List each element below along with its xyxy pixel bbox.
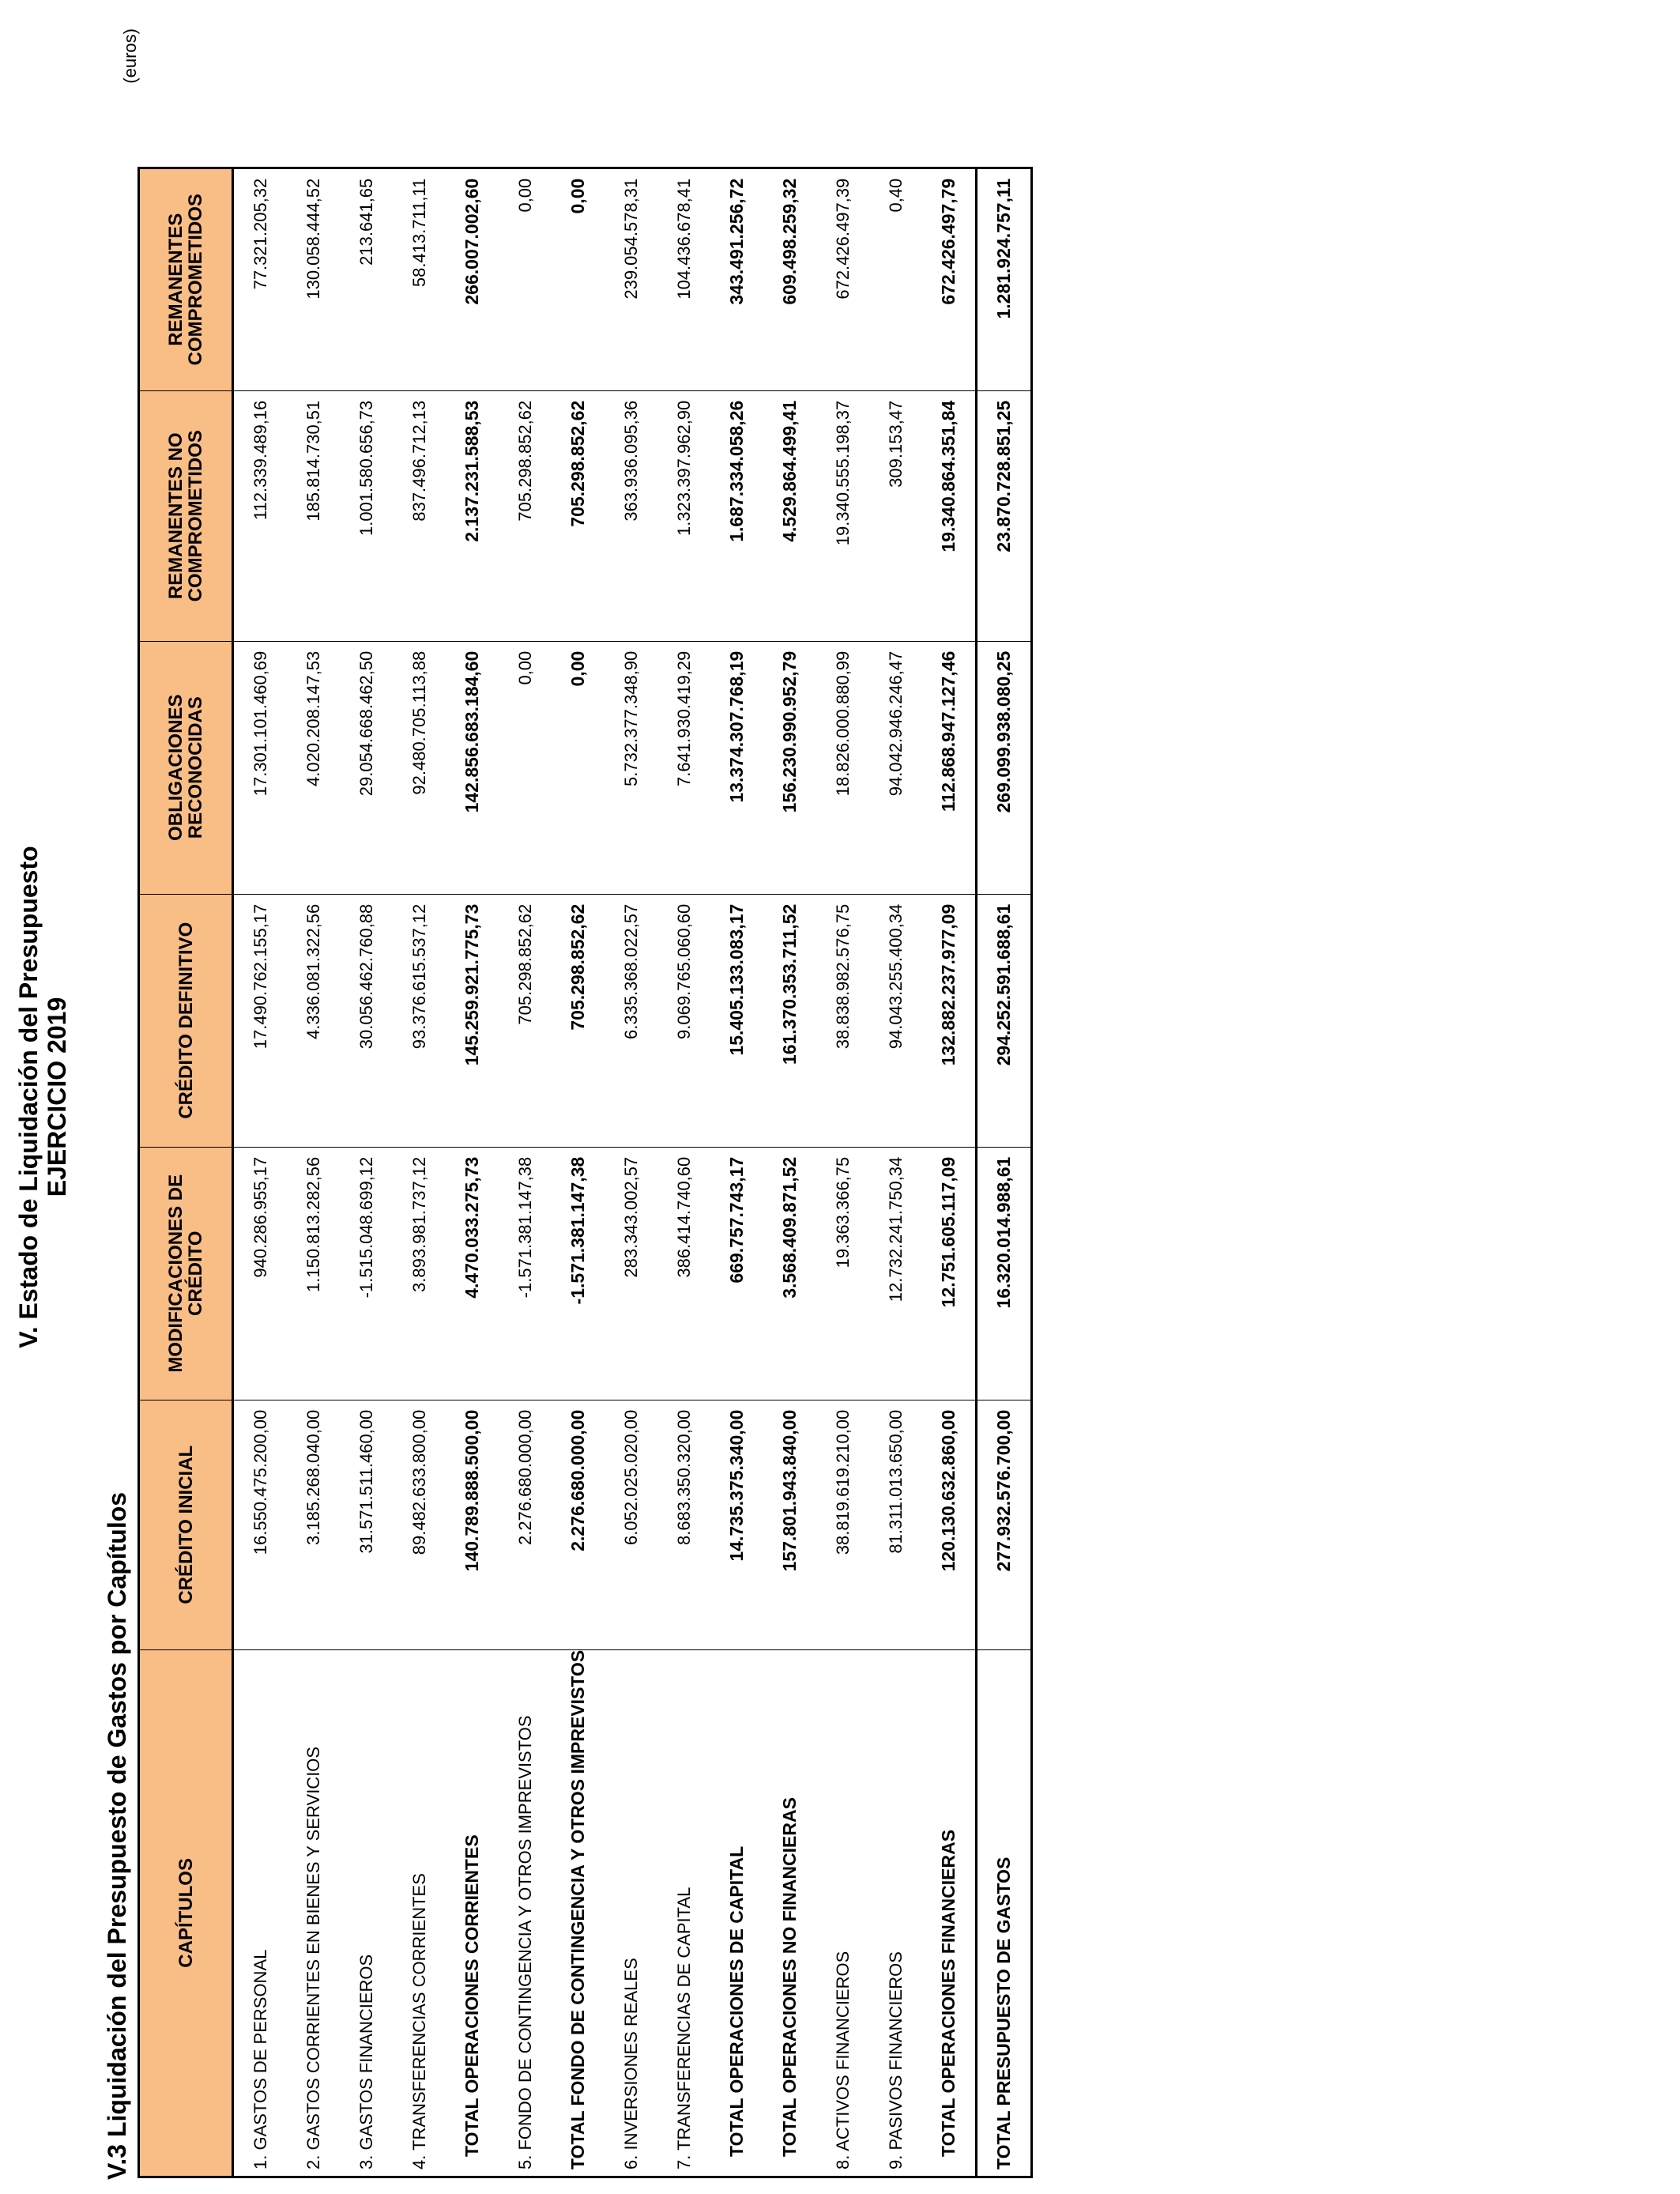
cell-credito-inicial: 16.550.475.200,00 [233,1400,288,1649]
table-row [233,168,288,2177]
cell-modificaciones: 12.751.605.117,09 [922,1147,977,1400]
cell-obligaciones: 5.732.377.348,90 [605,641,657,894]
cell-credito-definitivo: 132.882.237.977,09 [922,894,977,1147]
row-label: 5. FONDO DE CONTINGENCIA Y OTROS IMPREVISTOS [499,1649,552,2177]
row-label: 7. TRANSFERENCIAS DE CAPITAL [657,1649,710,2177]
cell-remanentes-comprometidos: 77.321.205,32 [233,168,288,390]
header-remanentes-no-comprometidos: REMANENTES NO COMPROMETIDOS [139,390,233,641]
cell-remanentes-no-comprometidos: 309.153,47 [869,390,922,641]
cell-remanentes-comprometidos: 672.426.497,79 [922,168,977,390]
cell-credito-definitivo: 38.838.982.576,75 [816,894,869,1147]
table-total-row [763,168,816,2177]
table-row [393,168,446,2177]
header-credito-inicial: CRÉDITO INICIAL [139,1400,233,1649]
cell-remanentes-no-comprometidos: 185.814.730,51 [287,390,340,641]
cell-credito-definitivo: 4.336.081.322,56 [287,894,340,1147]
table-row [499,168,552,2177]
cell-modificaciones: -1.515.048.699,12 [340,1147,393,1400]
cell-remanentes-comprometidos: 609.498.259,32 [763,168,816,390]
cell-remanentes-no-comprometidos: 363.936.095,36 [605,390,657,641]
cell-credito-definitivo: 705.298.852,62 [499,894,552,1147]
header-row [139,168,233,2177]
cell-credito-inicial: 6.052.025.020,00 [605,1400,657,1649]
cell-obligaciones: 17.301.101.460,69 [233,641,288,894]
cell-remanentes-no-comprometidos: 1.001.580.656,73 [340,390,393,641]
cell-credito-definitivo: 294.252.591.688,61 [977,894,1032,1147]
cell-remanentes-comprometidos: 343.491.256,72 [710,168,763,390]
cell-modificaciones: 16.320.014.988,61 [977,1147,1032,1400]
cell-remanentes-comprometidos: 104.436.678,41 [657,168,710,390]
row-label: TOTAL OPERACIONES CORRIENTES [446,1649,499,2177]
cell-credito-definitivo: 161.370.353.711,52 [763,894,816,1147]
table-row [340,168,393,2177]
cell-remanentes-no-comprometidos: 2.137.231.588,53 [446,390,499,641]
cell-credito-definitivo: 145.259.921.775,73 [446,894,499,1147]
table-total-row [446,168,499,2177]
units-label: (euros) [120,28,140,84]
cell-credito-definitivo: 6.335.368.022,57 [605,894,657,1147]
header-capitulos: CAPÍTULOS [139,1649,233,2177]
table-row [657,168,710,2177]
cell-modificaciones: 3.568.409.871,52 [763,1147,816,1400]
row-label: TOTAL OPERACIONES DE CAPITAL [710,1649,763,2177]
cell-credito-definitivo: 15.405.133.083,17 [710,894,763,1147]
cell-remanentes-comprometidos: 58.413.711,11 [393,168,446,390]
header-credito-definitivo: CRÉDITO DEFINITIVO [139,894,233,1147]
cell-modificaciones: 19.363.366,75 [816,1147,869,1400]
cell-obligaciones: 18.826.000.880,99 [816,641,869,894]
cell-credito-inicial: 2.276.680.000,00 [552,1400,605,1649]
cell-remanentes-comprometidos: 213.641,65 [340,168,393,390]
cell-remanentes-comprometidos: 266.007.002,60 [446,168,499,390]
cell-remanentes-no-comprometidos: 1.687.334.058,26 [710,390,763,641]
header-remanentes-comprometidos: REMANENTES COMPROMETIDOS [139,168,233,390]
section-subtitle: V.3 Liquidación del Presupuesto de Gastos por Capítulos [103,1491,131,2180]
cell-credito-inicial: 157.801.943.840,00 [763,1400,816,1649]
cell-modificaciones: 283.343.002,57 [605,1147,657,1400]
cell-remanentes-no-comprometidos: 19.340.555.198,37 [816,390,869,641]
row-label: 6. INVERSIONES REALES [605,1649,657,2177]
cell-credito-inicial: 277.932.576.700,00 [977,1400,1032,1649]
cell-obligaciones: 94.042.946.246,47 [869,641,922,894]
cell-obligaciones: 7.641.930.419,29 [657,641,710,894]
cell-credito-definitivo: 30.056.462.760,88 [340,894,393,1147]
page-title: V. Estado de Liquidación del Presupuesto [14,846,43,1348]
cell-remanentes-no-comprometidos: 19.340.864.351,84 [922,390,977,641]
cell-remanentes-no-comprometidos: 705.298.852,62 [499,390,552,641]
cell-obligaciones: 156.230.990.952,79 [763,641,816,894]
table-row [816,168,869,2177]
cell-obligaciones: 0,00 [552,641,605,894]
cell-obligaciones: 0,00 [499,641,552,894]
cell-modificaciones: -1.571.381.147,38 [552,1147,605,1400]
row-label: TOTAL OPERACIONES FINANCIERAS [922,1649,977,2177]
cell-credito-inicial: 31.571.511.460,00 [340,1400,393,1649]
cell-remanentes-comprometidos: 239.054.578,31 [605,168,657,390]
cell-credito-inicial: 38.819.619.210,00 [816,1400,869,1649]
cell-credito-inicial: 3.185.268.040,00 [287,1400,340,1649]
cell-obligaciones: 4.020.208.147,53 [287,641,340,894]
header-modificaciones: MODIFICACIONES DE CRÉDITO [139,1147,233,1400]
row-label: TOTAL FONDO DE CONTINGENCIA Y OTROS IMPREVISTOS [552,1649,605,2177]
cell-credito-definitivo: 17.490.762.155,17 [233,894,288,1147]
cell-credito-inicial: 89.482.633.800,00 [393,1400,446,1649]
cell-remanentes-no-comprometidos: 837.496.712,13 [393,390,446,641]
cell-modificaciones: 12.732.241.750,34 [869,1147,922,1400]
row-label: TOTAL PRESUPUESTO DE GASTOS [977,1649,1032,2177]
table-row [287,168,340,2177]
cell-credito-inicial: 120.130.632.860,00 [922,1400,977,1649]
table-row [605,168,657,2177]
cell-remanentes-no-comprometidos: 23.870.728.851,25 [977,390,1032,641]
cell-credito-definitivo: 9.069.765.060,60 [657,894,710,1147]
budget-table [137,167,1033,2178]
table-total-row [922,168,977,2177]
cell-modificaciones: 1.150.813.282,56 [287,1147,340,1400]
row-label: 3. GASTOS FINANCIEROS [340,1649,393,2177]
table-total-row [977,168,1032,2177]
cell-credito-inicial: 140.789.888.500,00 [446,1400,499,1649]
cell-remanentes-no-comprometidos: 4.529.864.499,41 [763,390,816,641]
cell-modificaciones: 940.286.955,17 [233,1147,288,1400]
cell-remanentes-comprometidos: 1.281.924.757,11 [977,168,1032,390]
cell-modificaciones: 3.893.981.737,12 [393,1147,446,1400]
cell-obligaciones: 112.868.947.127,46 [922,641,977,894]
row-label: 8. ACTIVOS FINANCIEROS [816,1649,869,2177]
year-title: EJERCICIO 2019 [43,997,71,1197]
cell-credito-inicial: 2.276.680.000,00 [499,1400,552,1649]
cell-credito-inicial: 14.735.375.340,00 [710,1400,763,1649]
cell-remanentes-comprometidos: 130.058.444,52 [287,168,340,390]
row-label: 1. GASTOS DE PERSONAL [233,1649,288,2177]
cell-obligaciones: 142.856.683.184,60 [446,641,499,894]
table-row [869,168,922,2177]
cell-obligaciones: 29.054.668.462,50 [340,641,393,894]
row-label: TOTAL OPERACIONES NO FINANCIERAS [763,1649,816,2177]
cell-remanentes-comprometidos: 672.426.497,39 [816,168,869,390]
cell-modificaciones: -1.571.381.147,38 [499,1147,552,1400]
table-total-row [552,168,605,2177]
cell-remanentes-comprometidos: 0,00 [552,168,605,390]
cell-obligaciones: 13.374.307.768,19 [710,641,763,894]
row-label: 4. TRANSFERENCIAS CORRIENTES [393,1649,446,2177]
cell-credito-inicial: 8.683.350.320,00 [657,1400,710,1649]
cell-credito-definitivo: 93.376.615.537,12 [393,894,446,1147]
cell-remanentes-no-comprometidos: 112.339.489,16 [233,390,288,641]
cell-modificaciones: 386.414.740,60 [657,1147,710,1400]
cell-modificaciones: 4.470.033.275,73 [446,1147,499,1400]
row-label: 9. PASIVOS FINANCIEROS [869,1649,922,2177]
cell-modificaciones: 669.757.743,17 [710,1147,763,1400]
cell-obligaciones: 269.099.938.080,25 [977,641,1032,894]
cell-credito-inicial: 81.311.013.650,00 [869,1400,922,1649]
table-body [233,168,1032,2177]
cell-credito-definitivo: 94.043.255.400,34 [869,894,922,1147]
header-obligaciones: OBLIGACIONES RECONOCIDAS [139,641,233,894]
cell-remanentes-no-comprometidos: 705.298.852,62 [552,390,605,641]
table-total-row [710,168,763,2177]
cell-remanentes-comprometidos: 0,00 [499,168,552,390]
cell-credito-definitivo: 705.298.852,62 [552,894,605,1147]
cell-obligaciones: 92.480.705.113,88 [393,641,446,894]
row-label: 2. GASTOS CORRIENTES EN BIENES Y SERVICIOS [287,1649,340,2177]
cell-remanentes-no-comprometidos: 1.323.397.962,90 [657,390,710,641]
cell-remanentes-comprometidos: 0,40 [869,168,922,390]
